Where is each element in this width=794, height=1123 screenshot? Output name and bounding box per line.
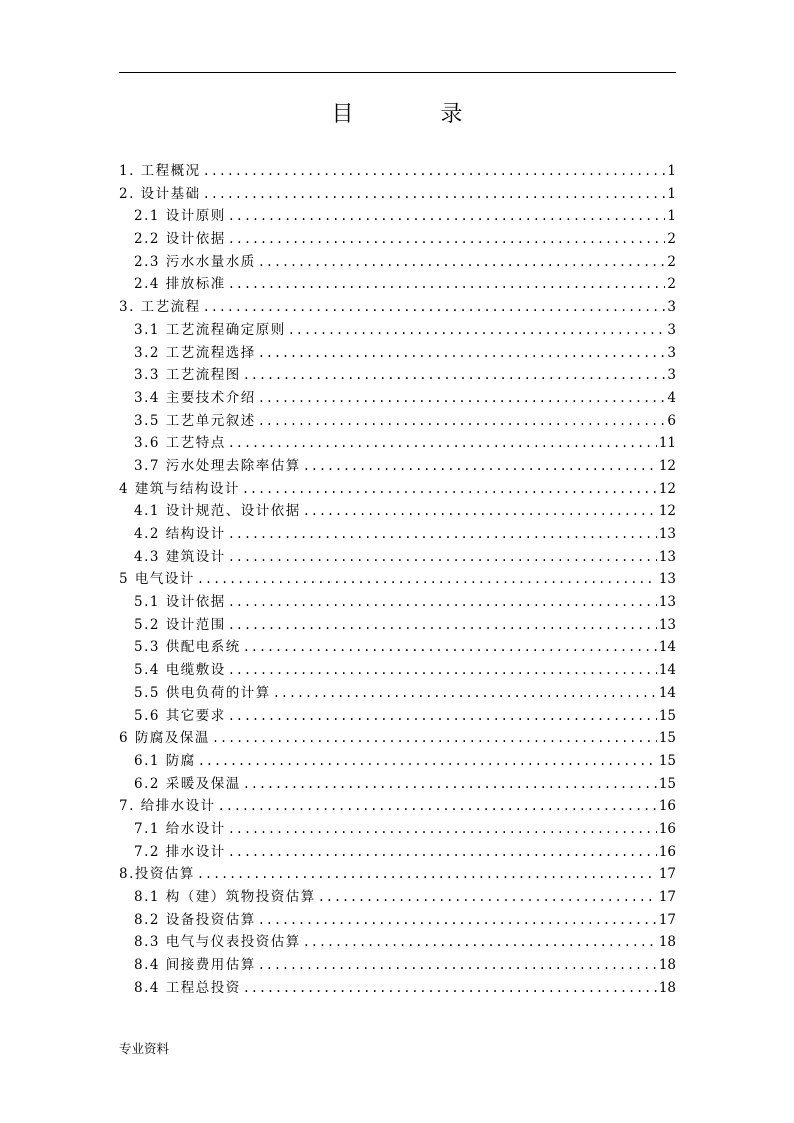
dot-leader [228,432,657,455]
toc-entry-page-number: 2 [667,231,676,248]
toc-entry-title: 5.4 电缆敷设 [134,662,226,679]
toc-entry[interactable] [119,909,676,932]
toc-entry-page-number: 6 [667,412,676,429]
toc-entry[interactable] [119,342,676,365]
toc-entry-title: 2. 设计基础 [119,185,201,202]
dot-leader [228,841,657,864]
toc-entry[interactable] [119,251,676,274]
dot-leader [228,705,657,728]
toc-entry[interactable] [119,931,676,954]
toc-entry[interactable] [119,614,676,637]
dot-leader [243,773,657,796]
toc-entry-title: 5.3 供配电系统 [134,639,241,656]
toc-entry[interactable] [119,863,676,886]
toc-entry-title: 2.4 排放标准 [134,276,226,293]
dot-leader [243,636,657,659]
footer-label: 专业资料 [119,1041,170,1056]
toc-entry-page-number: 15 [658,730,676,747]
toc-entry-title: 8.4 工程总投资 [134,979,241,996]
toc-entry[interactable] [119,432,676,455]
toc-entry-title: 3.7 污水处理去除率估算 [134,457,301,474]
toc-entry-title: 8.1 构（建）筑物投资估算 [134,889,316,905]
toc-entry-title: 5.1 设计依据 [134,594,226,611]
toc-entry-title: 4.3 建筑设计 [134,548,226,565]
toc-entry[interactable] [119,228,676,251]
toc-entry-title: 4.2 结构设计 [134,526,226,542]
toc-entry-title: 3.6 工艺特点 [134,435,226,452]
toc-entry[interactable] [119,818,676,841]
toc-entry-title: 7.1 给水设计 [134,820,226,837]
toc-entry[interactable] [119,795,676,818]
toc-entry-page-number: 16 [658,843,676,860]
toc-entry[interactable] [119,727,676,750]
toc-entry-title: 7. 给排水设计 [119,798,216,815]
toc-entry-page-number: 18 [658,934,676,951]
toc-entry[interactable] [119,546,676,569]
toc-entry[interactable] [119,705,676,728]
toc-entry[interactable] [119,478,676,501]
toc-entry-title: 3.4 主要技术介绍 [134,389,256,406]
toc-entry[interactable] [119,682,676,705]
toc-entry[interactable] [119,296,676,319]
dot-leader [243,364,666,387]
toc-entry-title: 8.2 设备投资估算 [134,911,256,928]
dot-leader [303,455,657,478]
toc-entry-title: 4 建筑与结构设计 [119,480,240,497]
toc-entry-page-number: 15 [658,775,676,792]
toc-entry-page-number: 15 [658,707,676,724]
dot-leader [258,909,657,932]
dot-leader [303,500,657,523]
toc-entry-page-number: 16 [658,820,676,837]
toc-entry-title: 2.2 设计依据 [134,231,226,248]
toc-entry-page-number: 17 [658,866,676,883]
toc-entry-page-number: 13 [658,526,676,542]
toc-entry[interactable] [119,591,676,614]
toc-entry-page-number: 13 [658,571,676,588]
toc-entry-page-number: 4 [667,389,676,406]
dot-leader [318,886,657,909]
toc-entry-title: 3.3 工艺流程图 [134,367,241,384]
dot-leader [197,568,657,591]
toc-entry[interactable] [119,387,676,410]
toc-entry-page-number: 1 [667,208,676,225]
toc-entry[interactable] [119,183,676,206]
toc-entry-title: 5.5 供电负荷的计算 [134,684,271,701]
toc-entry-title: 2.1 设计原则 [134,208,226,225]
toc-entry[interactable] [119,773,676,796]
toc-entry[interactable] [119,410,676,433]
dot-leader [198,750,657,773]
dot-leader [273,682,657,705]
dot-leader [228,818,657,841]
dot-leader [228,614,657,637]
toc-entry-page-number: 1 [667,185,676,202]
toc-entry-title: 8.投资估算 [119,866,195,883]
toc-entry-page-number: 1 [667,163,676,179]
dot-leader [203,183,666,206]
dot-leader [243,977,657,1000]
toc-entry-title: 6 防腐及保温 [119,730,210,747]
toc-entry-page-number: 14 [658,662,676,679]
dot-leader [218,795,657,818]
toc-entry-title: 1. 工程概况 [119,163,201,179]
toc-entry[interactable] [119,841,676,864]
toc-entry-page-number: 13 [658,616,676,633]
dot-leader [258,342,666,365]
toc-entry-page-number: 3 [667,321,676,338]
dot-leader [303,931,657,954]
toc-entry-page-number: 11 [658,435,676,452]
header-rule [119,72,676,73]
toc-entry-title: 6.2 采暖及保温 [134,775,241,792]
toc-entry-page-number: 15 [658,752,676,769]
dot-leader [228,546,657,569]
toc-entry-title: 5.6 其它要求 [134,707,226,724]
toc-entry[interactable] [119,977,676,1000]
dot-leader [228,659,657,682]
dot-leader [258,387,666,410]
toc-entry-title: 2.3 污水水量水质 [134,253,256,270]
toc-entry[interactable] [119,205,676,228]
table-of-contents [119,160,676,999]
toc-entry-page-number: 2 [667,253,676,270]
toc-entry[interactable] [119,886,676,909]
toc-entry-page-number: 3 [667,344,676,361]
toc-entry-page-number: 3 [667,367,676,384]
toc-entry-page-number: 3 [667,299,676,316]
dot-leader [212,727,657,750]
toc-entry[interactable] [119,954,676,977]
toc-entry-title: 7.2 排水设计 [134,843,226,860]
dot-leader [258,954,657,977]
toc-entry-title: 3.5 工艺单元叙述 [134,412,256,429]
toc-entry[interactable] [119,500,676,523]
toc-entry[interactable] [119,568,676,591]
dot-leader [203,160,666,183]
dot-leader [258,251,666,274]
toc-entry-title: 3.2 工艺流程选择 [134,344,256,361]
toc-entry-page-number: 12 [658,503,676,520]
toc-entry-page-number: 13 [658,594,676,611]
toc-entry[interactable] [119,636,676,659]
toc-entry-page-number: 13 [658,548,676,565]
toc-entry[interactable] [119,364,676,387]
toc-entry-title: 8.4 间接费用估算 [134,957,256,974]
toc-entry-title: 5 电气设计 [119,571,195,588]
dot-leader [203,296,666,319]
toc-entry[interactable] [119,319,676,342]
toc-entry-title: 8.3 电气与仪表投资估算 [134,934,301,951]
dot-leader [242,478,657,501]
dot-leader [228,591,657,614]
toc-entry-title: 5.2 设计范围 [134,616,226,633]
dot-leader [228,523,657,546]
toc-entry[interactable] [119,523,676,546]
dot-leader [228,273,666,296]
toc-entry-page-number: 18 [658,979,676,996]
toc-entry[interactable] [119,160,676,183]
dot-leader [228,228,666,251]
toc-entry[interactable] [119,273,676,296]
toc-entry[interactable] [119,455,676,478]
toc-entry[interactable] [119,659,676,682]
toc-entry-page-number: 14 [658,639,676,656]
toc-entry[interactable] [119,750,676,773]
toc-entry-page-number: 12 [658,457,676,474]
dot-leader [288,319,666,342]
toc-entry-page-number: 16 [658,798,676,815]
toc-entry-page-number: 17 [658,911,676,928]
toc-entry-page-number: 2 [667,276,676,293]
toc-entry-page-number: 12 [658,480,676,497]
dot-leader [228,205,666,228]
toc-entry-page-number: 18 [658,957,676,974]
toc-entry-title: 3. 工艺流程 [119,299,201,316]
dot-leader [197,863,657,886]
page-title: 目 录 [331,102,503,127]
toc-entry-title: 3.1 工艺流程确定原则 [134,321,286,338]
toc-entry-page-number: 17 [658,889,676,905]
dot-leader [258,410,666,433]
toc-entry-title: 4.1 设计规范、设计依据 [134,503,301,520]
toc-entry-page-number: 14 [658,684,676,701]
toc-entry-title: 6.1 防腐 [134,752,196,769]
